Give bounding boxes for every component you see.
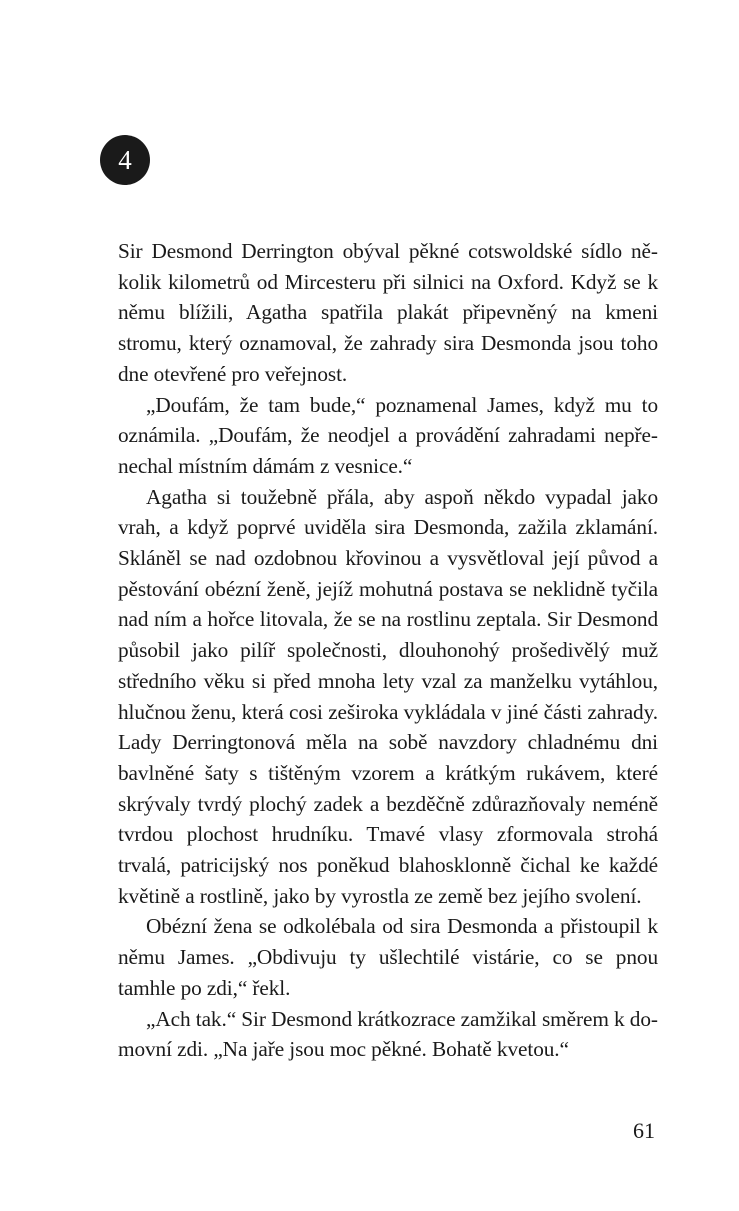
paragraph-2: „Doufám, že tam bude,“ poznamenal James, když mu to oznámila. „Doufám, že neodjel a provádění zahradami nepřenechal místním dámám z vesnice.“: [118, 392, 658, 478]
chapter-body-text: [118, 236, 658, 1065]
paragraph-5: „Ach tak.“ Sir Desmond krátkozrace zamžikal směrem k domovní zdi. „Na jaře jsou moc pěkné. Bohatě kvetou.“: [118, 1006, 658, 1062]
paragraph-3: Agatha si toužebně přála, aby aspoň někdo vypadal jako vrah, a když poprvé uviděla sira Desmonda, zažila zklamání. Skláněl se nad ozdobnou křovinou a vysvětloval její původ a pěstování obézní ženě, jejíž mohutná postava se neklidně tyčila nad ním a hořce litovala, že se na rostlinu zeptala. Sir Desmond působil jako pilíř společnosti, dlouhonohý prošedivělý muž středního věku si před mnoha lety vzal za manželku vytáhlou, hlučnou ženu, která cosi zeširoka vykládala v jiné části zahrady. Lady Derringtonová měla na sobě navzdory chladnému dni bavlněné šaty s tištěným vzorem a krátkým rukávem, které skrývaly tvrdý plochý zadek a bezděčně zdůrazňovaly neméně tvrdou plochost hrudníku. Tmavé vlasy zformovala strohá trvalá, patricijský nos poněkud blahosklonně čichal ke každé květině a rostlině, jako by vyrostla ze země bez jejího svolení.: [118, 484, 658, 908]
paragraph-1: Sir Desmond Derrington obýval pěkné cotswoldské sídlo několik kilometrů od Mircesteru při silnici na Oxford. Když se k němu blížili, Agatha spatřila plakát připevněný na kmeni stromu, který oznamoval, že zahrady sira Desmonda jsou toho dne otevřené pro veřejnost.: [118, 239, 658, 386]
paragraph-4: Obézní žena se odkolébala od sira Desmonda a přistoupil k němu James. „Obdivuju ty ušlechtilé vistárie, co se pnou tamhle po zdi,“ řekl.: [118, 914, 658, 1000]
chapter-number-badge: 4: [100, 135, 150, 185]
page-number: 61: [633, 1118, 655, 1143]
